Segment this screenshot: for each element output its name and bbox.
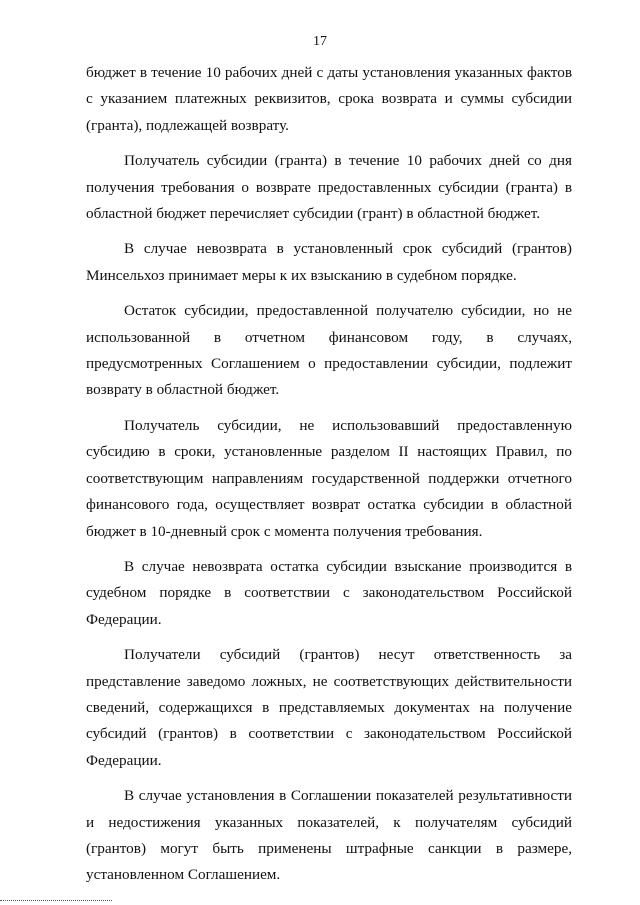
paragraph-6: В случае невозврата остатка субсидии взыскание производится в судебном порядке в соответствии с законодательством Российской Федерации. — [86, 557, 572, 628]
paragraph-4: Остаток субсидии, предоставленной получателю субсидии, но не использованной в отчетном финансовом году, в случаях, предусмотренных Соглашением о предоставлении субсидии, подлежит возврату в областной бюджет. — [86, 302, 572, 399]
paragraph-8: В случае установления в Соглашении показателей результативности и недостижения указанных показателей, к получателям субсидий (грантов) могут быть применены штрафные санкции в размере, установленном Соглашением. — [86, 787, 572, 884]
scan-edge-mark — [0, 900, 112, 902]
page-number: 17 — [313, 34, 327, 49]
document-body — [86, 60, 572, 889]
paragraph-3: В случае невозврата в установленный срок субсидий (грантов) Минсельхоз принимает меры к их взысканию в судебном порядке. — [86, 240, 572, 284]
paragraph-7: Получатели субсидий (грантов) несут ответственность за представление заведомо ложных, не соответствующих действительности сведений, содержащихся в представляемых документах на получение субсидий (грантов) в соответствии с законодательством Российской Федерации. — [86, 646, 572, 769]
paragraph-1: бюджет в течение 10 рабочих дней с даты установления указанных фактов с указанием платежных реквизитов, срока возврата и суммы субсидии (гранта), подлежащей возврату. — [86, 64, 572, 134]
paragraph-2: Получатель субсидии (гранта) в течение 10 рабочих дней со дня получения требования о возврате предоставленных субсидии (гранта) в областной бюджет перечисляет субсидии (грант) в областной бюджет. — [86, 152, 572, 223]
paragraph-5: Получатель субсидии, не использовавший предоставленную субсидию в сроки, установленные разделом II настоящих Правил, по соответствующим направлениям государственной поддержки отчетного финансового года, осуществляет возврат остатка субсидии в областной бюджет в 10-дневный срок с момента получения требования. — [86, 416, 572, 540]
